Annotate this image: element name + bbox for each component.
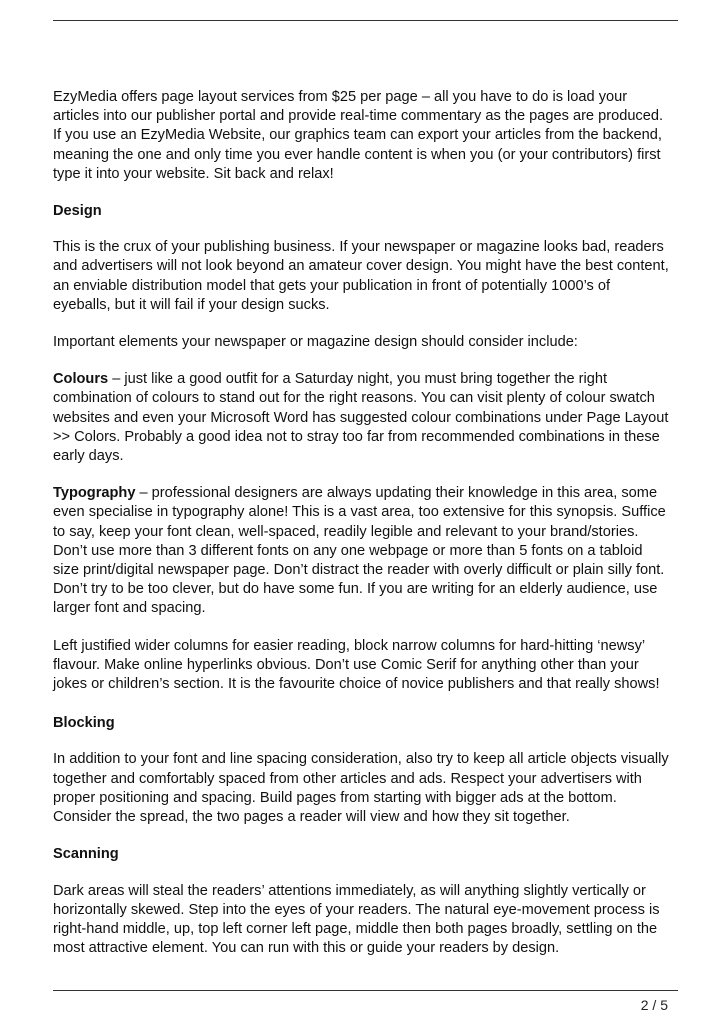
- colours-text: – just like a good outfit for a Saturday night, you must bring together the right combination of colours to stand out for the right reasons. You can visit plenty of colour swatch websites and even your Microsoft Word has suggested colour combinations under Page Layout >> Colors. Probably a good idea not to stray too far from recommended combinations in these early days.: [53, 371, 669, 465]
- typography-term: Typography: [53, 485, 136, 502]
- colours-paragraph: [53, 370, 683, 466]
- columns-paragraph: Left justified wider columns for easier reading, block narrow columns for hard-hitting ‘newsy’ flavour. Make online hyperlinks obvious. Don’t use Comic Serif for anything other than your jokes or children’s section. It is the favourite choice of novice publishers and that really shows!: [53, 637, 660, 693]
- colours-term: Colours: [53, 371, 109, 388]
- header-rule: [53, 20, 678, 21]
- design-paragraph: This is the crux of your publishing business. If your newspaper or magazine looks bad, readers and advertisers will not look beyond an amateur cover design. You might have the best content, an enviable distribution model that gets your publication in front of potentially 1000’s of eyeballs, but it will fail if your design sucks.: [53, 239, 669, 313]
- typography-text: – professional designers are always updating their knowledge in this area, some even specialise in typography alone! This is a vast area, too extensive for this synopsis. Suffice to say, keep your font clean, well-spaced, readily legible and relevant to your brand/stories. Don’t use more than 3 different fonts on any one webpage or more than 5 fonts on a tabloid size print/digital newspaper page. Don’t distract the reader with overly difficult or plain silly font. Don’t try to be too clever, but do have some fun. If you are writing for an elderly audience, use larger font and spacing.: [53, 485, 666, 617]
- intro-paragraph: EzyMedia offers page layout services from $25 per page – all you have to do is load your articles into our publisher portal and provide real-time commentary as the pages are produced. If you use an EzyMedia Website, our graphics team can export your articles from the backend, meaning the one and only time you ever handle content is when you (or your contributors) first type it into your website. Sit back and relax!: [53, 89, 664, 182]
- scanning-heading: Scanning: [53, 846, 119, 863]
- page-number: 2 / 5: [640, 997, 668, 1013]
- blocking-paragraph: In addition to your font and line spacing consideration, also try to keep all article objects visually together and comfortably spaced from other articles and ads. Respect your advertisers with proper positioning and spacing. Build pages from starting with bigger ads at the bottom. Consider the spread, the two pages a reader will view and how they sit together.: [53, 751, 669, 826]
- scanning-paragraph: Dark areas will steal the readers’ attentions immediately, as will anything slightly vertically or horizontally skewed. Step into the eyes of your readers. The natural eye-movement process is right-hand middle, up, top left corner left page, middle then both pages broadly, settling on the most attractive element. You can run with this or guide your readers by design.: [53, 882, 660, 957]
- blocking-heading: Blocking: [53, 715, 115, 732]
- elements-intro-paragraph: Important elements your newspaper or magazine design should consider include:: [53, 334, 578, 351]
- document-body: [53, 88, 683, 976]
- design-heading: Design: [53, 203, 102, 220]
- footer-rule: [53, 990, 678, 991]
- typography-paragraph: [53, 484, 683, 618]
